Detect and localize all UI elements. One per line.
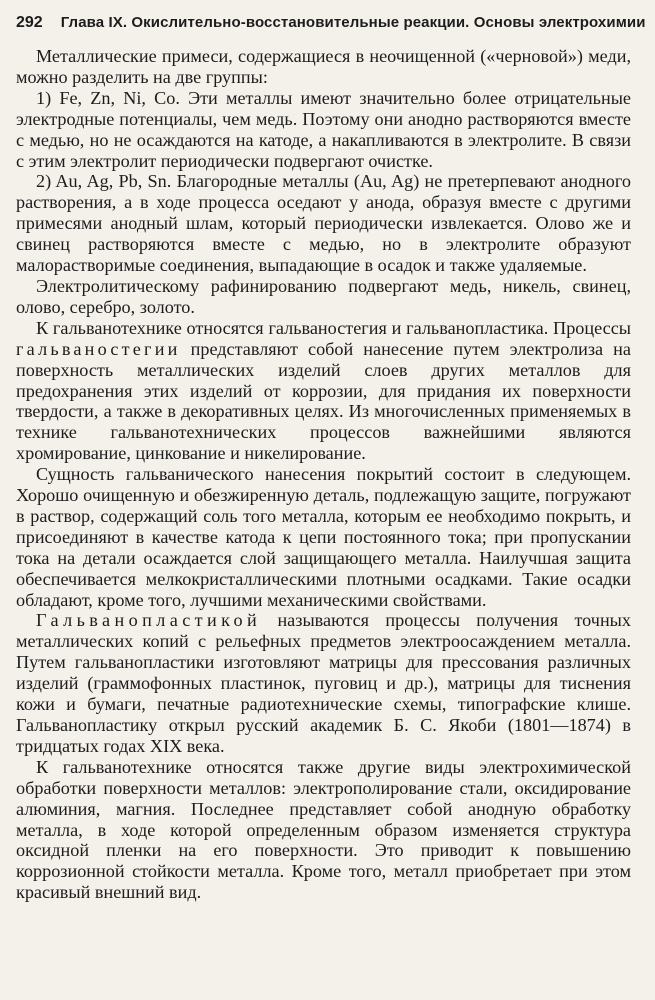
term-electroforming: Гальванопластикой [36, 610, 262, 631]
text-run: представляют собой нанесение путем электролиза на поверхность металлических изделий слоев других металлов для предохранения этих изделий от коррозии, для придания их поверхности твердости, а также в декоративных целях. Из многочисленных применяемых в технике гальванотехнических процессов важнейшими являются хромирование, цинкование и никелирование. [16, 338, 631, 464]
paragraph-electroplating [16, 318, 631, 464]
paragraph-group-2: 2) Au, Ag, Pb, Sn. Благородные металлы (Au, Ag) не претерпевают анодного растворения, а в ходе процесса оседают у анода, образуя вместе с другими примесями анодный шлам, который периодически извлекается. Олово же и свинец растворяются вместе с медью, но в электролите образуют малорастворимые соединения, выпадающие в осадок и также удаляемые. [16, 171, 631, 276]
paragraph-refining: Электролитическому рафинированию подвергают медь, никель, свинец, олово, серебро, золото. [16, 275, 631, 317]
running-title: Глава IX. Окислительно-восстановительные реакции. Основы электрохимии [60, 14, 646, 31]
text-run: К гальванотехнике относятся гальваностегия и гальванопластика. Процессы [36, 317, 631, 338]
paragraph-electroforming [16, 610, 631, 756]
paragraph-group-1: 1) Fe, Zn, Ni, Co. Эти металлы имеют значительно более отрицательные электродные потенциалы, чем медь. Поэтому они анодно растворяются вместе с медью, но не осаждаются на катоде, а накапливаются в электролите. В связи с этим электролит периодически подвергают очистке. [16, 87, 631, 171]
term-galvanostegy: гальваностегии [16, 338, 181, 359]
paragraph-other-methods: К гальванотехнике относятся также другие виды электрохимической обработки поверхности металлов: электрополирование стали, оксидирование алюминия, магния. Последнее представляет собой анодную обработку металла, в ходе которой определенным образом изменяется структура оксидной пленки на его поверхности. Это приводит к повышению коррозионной стойкости металла. Кроме того, металл приобретает при этом красивый внешний вид. [16, 756, 631, 903]
paragraph-coating-essence: Сущность гальванического нанесения покрытий состоит в следующем. Хорошо очищенную и обезжиренную деталь, подлежащую защите, погружают в раствор, содержащий соль того металла, которым ее необходимо покрыть, и присоединяют в качестве катода к цепи постоянного тока; при пропускании тока на детали осаждается слой защищающего металла. Наилучшая защита обеспечивается мелкокристаллическими плотными осадками. Такие осадки обладают, кроме того, лучшими механическими свойствами. [16, 464, 631, 610]
paragraph-intro: Металлические примеси, содержащиеся в неочищенной («черновой») меди, можно разделить на две группы: [16, 46, 631, 87]
page-number: 292 [16, 14, 43, 31]
page-header [16, 14, 646, 32]
text-run: называются процессы получения точных металлических копий с рельефных предметов электроосаждением металла. Путем гальванопластики изготовляют матрицы для прессования различных изделий (граммофонных пластинок, пуговиц и др.), матрицы для тиснения кожи и бумаги, печатные радиотехнические схемы, типографские клише. Гальванопластику открыл русский академик Б. С. Якоби (1801—1874) в тридцатых годах XIX века. [16, 610, 631, 756]
body-text [16, 46, 631, 903]
